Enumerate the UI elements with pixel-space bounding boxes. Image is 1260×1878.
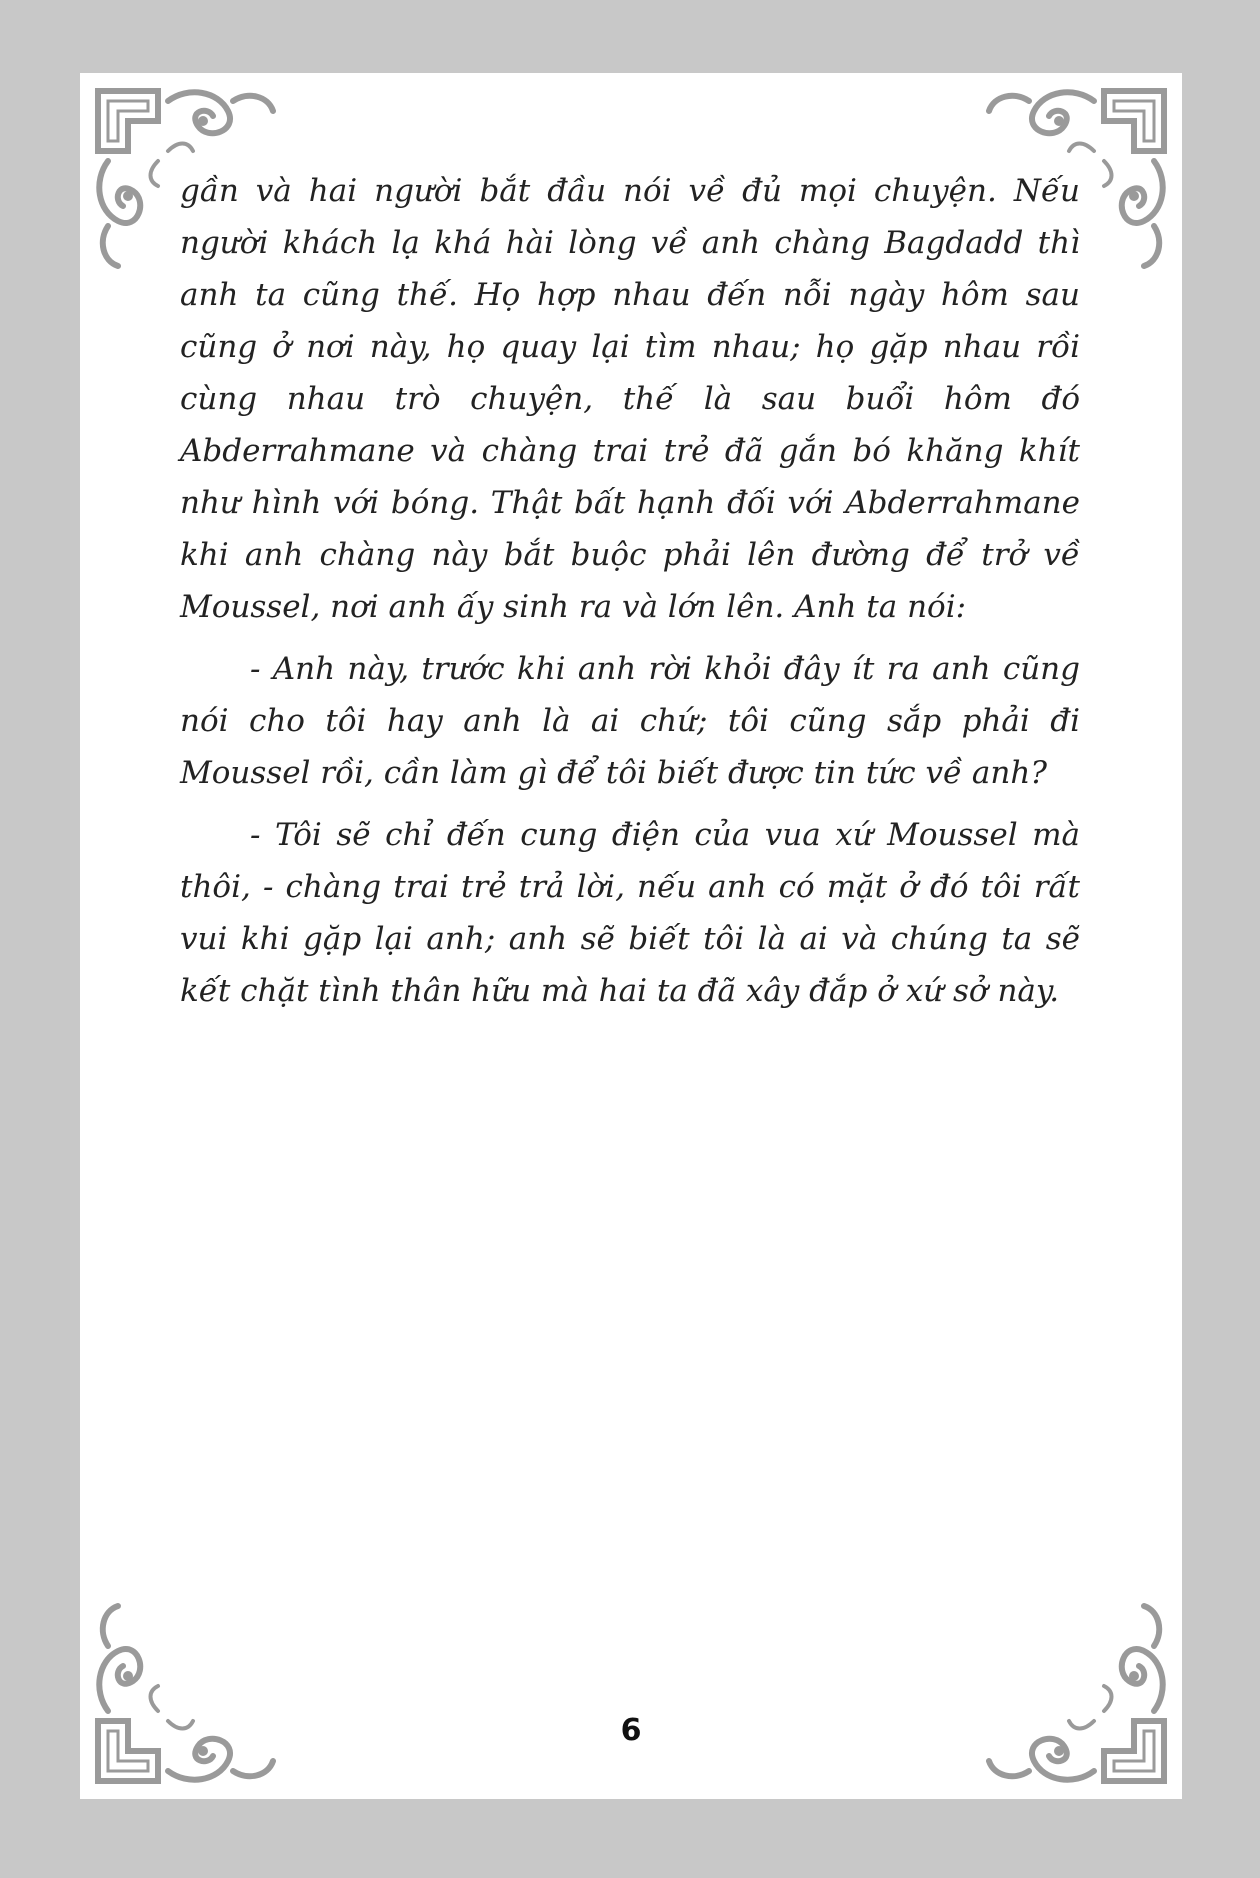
corner-ornament-icon bbox=[88, 1591, 288, 1791]
paragraph: gần và hai người bắt đầu nói về đủ mọi chuyện. Nếu người khách lạ khá hài lòng về anh chàng Bagdadd thì anh ta cũng thế. Họ hợp nhau đến nỗi ngày hôm sau cũng ở nơi này, họ quay lại tìm nhau; họ gặp nhau rồi cùng nhau trò chuyện, thế là sau buổi hôm đó Abderrahmane và chàng trai trẻ đã gắn bó khăng khít như hình với bóng. Thật bất hạnh đối với Abderrahmane khi anh chàng này bắt buộc phải lên đường để trở về Moussel, nơi anh ấy sinh ra và lớn lên. Anh ta nói: bbox=[180, 173, 1080, 625]
paragraph: - Anh này, trước khi anh rời khỏi đây ít ra anh cũng nói cho tôi hay anh là ai chứ; tôi cũng sắp phải đi Moussel rồi, cần làm gì để tôi biết được tin tức về anh? bbox=[180, 651, 1080, 791]
page-number: 6 bbox=[620, 1713, 642, 1748]
body-text bbox=[180, 165, 1080, 1027]
book-page bbox=[80, 73, 1182, 1799]
corner-ornament-icon bbox=[974, 1591, 1174, 1791]
paragraph: - Tôi sẽ chỉ đến cung điện của vua xứ Moussel mà thôi, - chàng trai trẻ trả lời, nếu anh có mặt ở đó tôi rất vui khi gặp lại anh; anh sẽ biết tôi là ai và chúng ta sẽ kết chặt tình thân hữu mà hai ta đã xây đắp ở xứ sở này. bbox=[180, 817, 1080, 1009]
